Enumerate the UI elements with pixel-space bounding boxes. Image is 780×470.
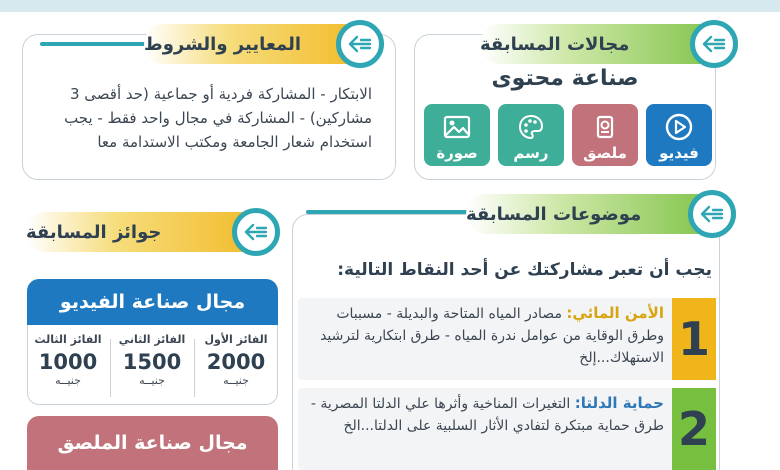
tile-photo-label: صورة (436, 144, 478, 162)
topics-header (466, 194, 736, 234)
prizes-arrow-icon (232, 208, 280, 256)
video-prizes-title: مجال صناعة الفيديو (27, 279, 278, 325)
prize-currency: جنيــه (139, 374, 165, 387)
tile-poster-label: ملصق (583, 144, 627, 162)
tile-video-label: فيديو (659, 144, 699, 162)
topic-body: التغيرات المناخية وأثرها علي الدلتا المصرية - طرق حماية مبتكرة لتفادي الأثار السلبية على الدلتا...الخ (310, 396, 664, 434)
prize-amount: 1000 (38, 350, 98, 374)
criteria-header-label: المعايير والشروط (144, 33, 301, 55)
tile-poster[interactable] (572, 104, 638, 166)
criteria-arrow-icon (336, 20, 384, 68)
play-icon (664, 112, 694, 142)
areas-title: صناعة محتوى (491, 66, 639, 91)
prize-third (33, 333, 103, 387)
areas-header (480, 24, 738, 64)
tile-drawing[interactable] (498, 104, 564, 166)
prize-currency: جنيــه (223, 374, 249, 387)
topics-accent-line (306, 210, 482, 214)
prize-currency: جنيــه (55, 374, 81, 387)
prize-first (201, 333, 271, 387)
prize-divider (194, 339, 195, 397)
topics-intro: يجب أن تعبر مشاركتك عن أحد النقاط التالية: (337, 260, 712, 280)
image-icon (442, 112, 472, 142)
areas-arrow-icon (690, 20, 738, 68)
topic-title: الأمن المائي: (566, 304, 664, 322)
video-prizes-body (27, 325, 278, 405)
poster-icon (590, 112, 620, 142)
criteria-text: الابتكار - المشاركة فردية أو جماعية (حد أقصى 3 مشاركين) - المشاركة في مجال واحد فقط - يجب استخدام شعار الجامعة ومكتب الاستدامة معا (64, 85, 372, 151)
topic-text (308, 302, 664, 369)
areas-header-label: مجالات المسابقة (480, 33, 630, 55)
tile-video[interactable] (646, 104, 712, 166)
topic-body: مصادر المياه المتاحة والبديلة - مسببات وطرق الوقاية من عوامل ندرة المياه - طرق ابتكارية لترشيد الاستهلاك...إلخ (320, 306, 664, 366)
palette-icon (516, 112, 546, 142)
criteria-header (144, 24, 384, 64)
topics-arrow-icon (688, 190, 736, 238)
topic-title: حماية الدلتا: (574, 394, 664, 412)
criteria-accent-line (40, 42, 150, 46)
prizes-header (26, 212, 280, 252)
prize-second (117, 333, 187, 387)
prize-divider (110, 339, 111, 397)
prizes-header-label: جوائز المسابقة (26, 221, 162, 243)
prize-place: الفائز الثاني (118, 333, 186, 346)
topic-text (308, 392, 664, 437)
topic-item-delta-protection (298, 388, 716, 470)
prize-amount: 1500 (122, 350, 182, 374)
topic-number: 2 (672, 388, 716, 470)
tile-drawing-label: رسم (513, 144, 549, 162)
topic-item-water-security (298, 298, 716, 380)
prize-place: الفائز الثالث (34, 333, 102, 346)
prize-place: الفائز الأول (204, 333, 268, 346)
prize-amount: 2000 (206, 350, 266, 374)
poster-prizes-title: مجال صناعة الملصق (27, 416, 278, 470)
tile-photo[interactable] (424, 104, 490, 166)
topic-number: 1 (672, 298, 716, 380)
topics-header-label: موضوعات المسابقة (466, 203, 642, 225)
top-strip (0, 0, 780, 12)
